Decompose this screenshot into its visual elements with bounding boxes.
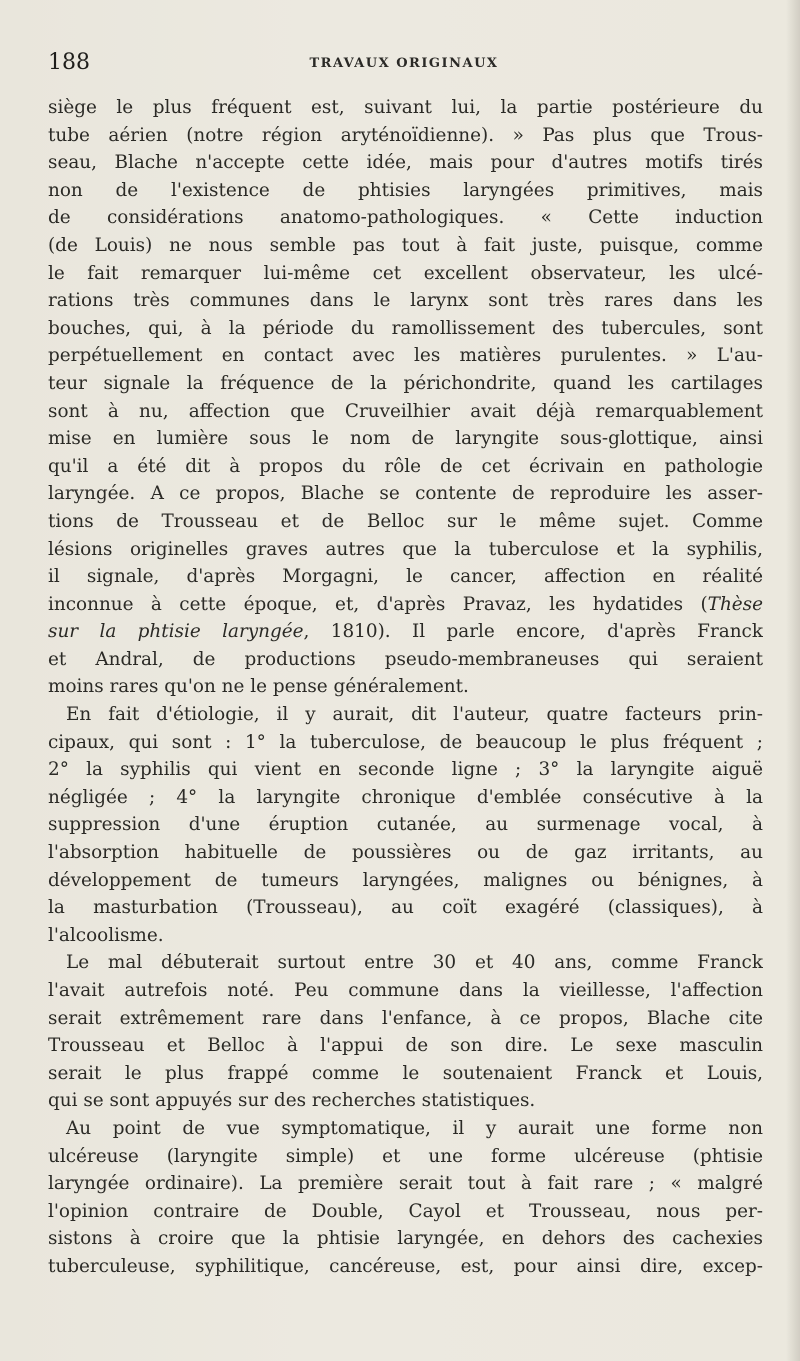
text-line: rations très communes dans le larynx sont très rares dans les [48,290,763,312]
text-line: En fait d'étiologie, il y aurait, dit l'auteur, quatre facteurs prin- [66,704,763,726]
text-line: tions de Trousseau et de Belloc sur le même sujet. Comme [48,510,763,532]
text-line: le fait remarquer lui-même cet excellent observateur, les ulcé- [48,262,763,284]
text-line: tuberculeuse, syphilitique, cancéreuse, est, pour ainsi dire, excep- [48,1255,763,1277]
text-line: et Andral, de productions pseudo-membraneuses qui seraient [48,648,763,670]
text-line: perpétuellement en contact avec les matières purulentes. » L'au- [48,345,763,367]
text-line: mise en lumière sous le nom de laryngite sous-glottique, ainsi [48,428,763,450]
text-line: (de Louis) ne nous semble pas tout à fait juste, puisque, comme [48,234,763,256]
text-line: serait extrêmement rare dans l'enfance, à ce propos, Blache cite [48,1007,763,1029]
text-line: qu'il a été dit à propos du rôle de cet écrivain en pathologie [48,455,763,477]
text-line-with-italic [48,591,763,619]
page-number: 188 [48,50,90,75]
running-title: TRAVAUX ORIGINAUX [309,56,499,71]
text-line: négligée ; 4° la laryngite chronique d'emblée consécutive à la [48,786,763,808]
text-line: sistons à croire que la phtisie laryngée, en dehors des cachexies [48,1228,763,1250]
text-line: cipaux, qui sont : 1° la tuberculose, de beaucoup le plus fréquent ; [48,731,763,753]
text-line: l'alcoolisme. [48,924,164,946]
text-line: développement de tumeurs laryngées, malignes ou bénignes, à [48,869,763,891]
text-line: la masturbation (Trousseau), au coït exagéré (classiques), à [48,897,763,919]
text-line: ulcéreuse (laryngite simple) et une forme ulcéreuse (phtisie [48,1145,763,1167]
text-line: lésions originelles graves autres que la tuberculose et la syphilis, [48,538,763,560]
text-line: l'absorption habituelle de poussières ou de gaz irritants, au [48,842,763,864]
text-line: Au point de vue symptomatique, il y aurait une forme non [66,1117,763,1139]
text-line: seau, Blache n'accepte cette idée, mais pour d'autres motifs tirés [48,152,763,174]
text-segment: , 1810). Il parle encore, d'après Franck [303,621,763,643]
text-line: moins rares qu'on ne le pense généralement. [48,676,469,698]
italic-citation: Thèse [707,593,763,615]
text-line: siège le plus fréquent est, suivant lui, la partie postérieure du [48,97,763,118]
text-line: laryngée. A ce propos, Blache se contente de reproduire les asser- [48,483,763,505]
text-line: serait le plus frappé comme le soutenaient Franck et Louis, [48,1062,763,1084]
text-line: suppression d'une éruption cutanée, au surmenage vocal, à [48,814,763,836]
page-header [48,48,760,78]
text-segment: inconnue à cette époque, et, d'après Pravaz, les hydatides ( [48,593,708,615]
text-line: sont à nu, affection que Cruveilhier avait déjà remarquablement [48,400,763,422]
body-text [48,94,763,1281]
text-line: non de l'existence de phtisies laryngées primitives, mais [48,179,763,201]
text-line: laryngée ordinaire). La première serait tout à fait rare ; « malgré [48,1173,763,1195]
italic-citation: sur la phtisie laryngée [48,621,304,643]
text-line: l'opinion contraire de Double, Cayol et Trousseau, nous per- [48,1200,763,1222]
text-line: il signale, d'après Morgagni, le cancer, affection en réalité [48,566,763,588]
text-line: Le mal débuterait surtout entre 30 et 40 ans, comme Franck [66,952,763,974]
page-edge-shadow [786,0,800,1361]
text-line: l'avait autrefois noté. Peu commune dans la vieillesse, l'affection [48,980,763,1001]
text-line: Trousseau et Belloc à l'appui de son dire. Le sexe masculin [48,1035,763,1057]
text-line: qui se sont appuyés sur des recherches statistiques. [48,1090,536,1112]
text-line-with-italic [48,618,763,646]
text-line: bouches, qui, à la période du ramollissement des tubercules, sont [48,317,763,339]
text-line: teur signale la fréquence de la périchondrite, quand les cartilages [48,372,763,394]
text-line: 2° la syphilis qui vient en seconde ligne ; 3° la laryngite aiguë [48,759,763,781]
text-line: tube aérien (notre région aryténoïdienne). » Pas plus que Trous- [48,124,763,146]
text-line: de considérations anatomo-pathologiques. « Cette induction [48,207,763,229]
